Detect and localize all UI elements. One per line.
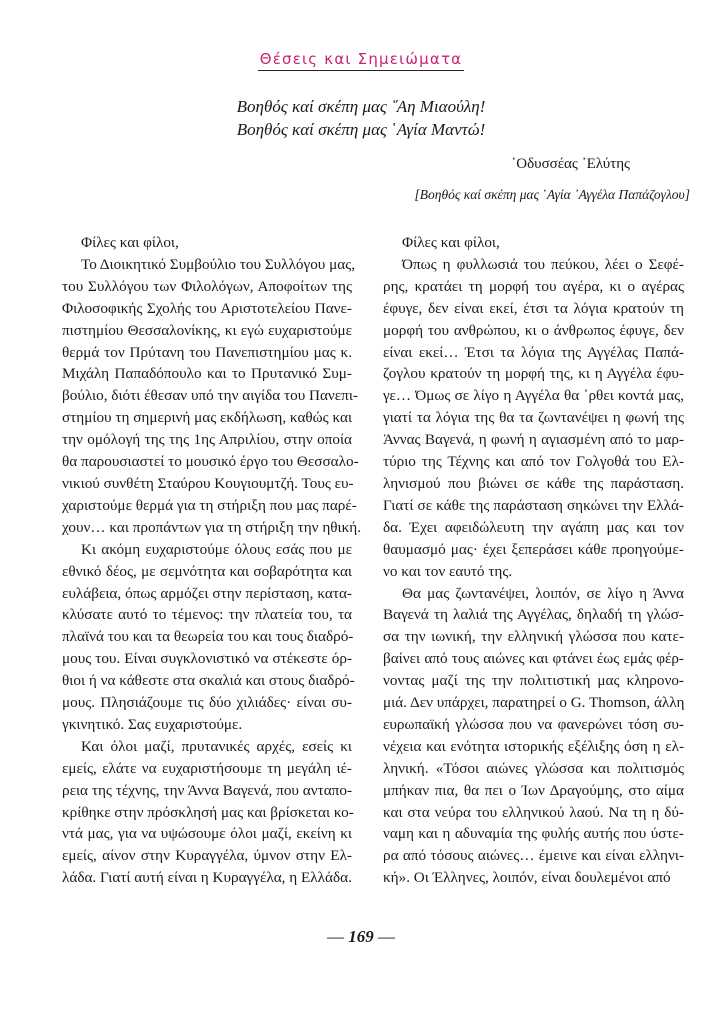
text-line: νοντας μαζί της την πολιτιστική μας κληρονο- <box>383 672 684 690</box>
text-line: θαυμασμό μας· έχει ξεπεράσει κάθε προηγούμε- <box>383 540 684 558</box>
text-line: μους του. Είναι συγκλονιστικό να στέκεστε όρ- <box>62 650 352 668</box>
text-line: πλαϊνά του και τα θεωρεία του και τους διαδρό- <box>62 628 354 646</box>
text-line: κλύσατε αυτό το τέμενος: την πλατεία του, τα <box>62 606 352 624</box>
text-line: βούλιο, διότι έθεσαν υπό την αιγίδα του Πανεπι- <box>62 387 358 405</box>
text-line: νέχεια και ενότητα ιστορικής εξέλιξης όση η ελ- <box>383 737 684 755</box>
left-column <box>62 232 362 889</box>
text-line: Όπως η φυλλωσιά του πεύκου, λέει ο Σεφέ- <box>402 255 684 273</box>
text-line: θιοι ή να κάθεστε στα σκαλιά και στους διαδρό- <box>62 672 355 690</box>
text-line: και στα νεύρα του ελληνικού λαού. Να τη η δύ- <box>383 803 684 821</box>
text-line: γιατί τα λόγια της θα τα ζωντανέψει η φωνή της <box>383 409 684 427</box>
text-line: μπήκαν πια, θα πει ο Ίων Δραγούμης, στο αίμα <box>383 781 684 799</box>
text-line: μορφή του ανθρώπου, κι ο άνθρωπος έφυγε, δεν <box>383 321 684 339</box>
text-line: βαίνει από τους αιώνες και φτάνει έως εμάς φέρ- <box>383 650 684 668</box>
text-line: ληνισμού που βιώνει σε κάθε της παράσταση. <box>383 474 684 492</box>
text-line: Μιχάλη Παπαδόπουλο και το Πρυτανικό Συμ- <box>62 365 352 383</box>
text-line: Και όλοι μαζί, πρυτανικές αρχές, εσείς κι <box>81 737 352 755</box>
epigraph-author: ᾿Οδυσσέας ᾿Ελύτης <box>511 156 630 172</box>
text-line: Βαγενά τη λαλιά της Αγγέλας, δηλαδή τη γλώσ- <box>383 606 684 624</box>
text-line: ναμη και η αδυναμία της φυλής αυτής που ύστε- <box>383 825 684 843</box>
dedication: [Βοηθός καί σκέπη μας ῾Αγία ᾿Αγγέλα Παπάζογλου] <box>414 187 690 202</box>
text-line: εμείς, ελάτε να ευχαριστήσουμε τη μεγάλη ιέ- <box>62 759 352 777</box>
right-column <box>383 232 684 889</box>
text-line: ντά μας, για να υψώσουμε όλοι μαζί, εκείνη κι <box>62 825 352 843</box>
epigraph-line: Βοηθός καί σκέπη μας ῞Αη Μιαούλη! <box>236 97 486 116</box>
text-line: κρίθηκε στην πρόσκλησή μας και βρίσκεται κο- <box>62 803 354 821</box>
text-line: γε… Όμως σε λίγο η Αγγέλα θα ᾿ρθει κοντά μας, <box>383 387 684 405</box>
text-line: λάδα. Γιατί αυτή είναι η Κυραγγέλα, η Ελλάδα. <box>62 869 352 887</box>
page-footer <box>0 927 722 947</box>
text-line: ρης, κρατάει τη μορφή του αγέρα, κι ο αγέρας <box>383 277 684 295</box>
text-line: του Συλλόγου των Φιλολόγων, Αποφοίτων της <box>62 277 352 295</box>
text-line: ευλάβεια, όπως αρμόζει στην περίσταση, κατα- <box>62 584 352 602</box>
text-line: εμείς, αίνον στην Κυραγγέλα, ύμνον στην Ελ- <box>62 847 352 865</box>
text-line: εθνικό δέος, με σεμνότητα και σοβαρότητα και <box>62 562 352 580</box>
text-line: ρα από τόσους αιώνες… έμεινε και είναι ελληνι- <box>383 847 684 865</box>
text-line: Γιατί σε κάθε της παράσταση σηκώνει την Ελλά- <box>383 496 684 514</box>
text-line: σα την ιωνική, την ελληνική γλώσσα που κατε- <box>383 628 684 646</box>
paragraph <box>62 539 355 736</box>
text-line: νικιού συνθέτη Σταύρου Κουγιουμτζή. Τους ευ- <box>62 474 354 492</box>
greeting: Φίλες και φίλοι, <box>81 234 179 251</box>
footer-dash: — <box>327 927 344 946</box>
text-line: θερμά τον Πρύτανη του Πανεπιστημίου μας κ. <box>62 343 352 361</box>
text-line: πιστημίου Θεσσαλονίκης, κι εγώ ευχαριστούμε <box>62 321 352 339</box>
text-line: ληνική. «Τόσοι αιώνες γλώσσα και πολιτισμός <box>383 759 684 777</box>
footer-dash: — <box>378 927 395 946</box>
text-line: θα παρουσιαστεί το μουσικό έργο του Θεσσαλο- <box>62 453 359 471</box>
epigraph <box>0 95 722 172</box>
left-paragraphs <box>62 254 362 889</box>
text-line: Το Διοικητικό Συμβούλιο του Συλλόγου μας, <box>81 255 356 273</box>
section-title: Θέσεις και Σημειώματα <box>258 50 465 71</box>
text-line: μους. Πλησιάζουμε τις δύο χιλιάδες· είναι συ- <box>62 694 352 712</box>
greeting: Φίλες και φίλοι, <box>402 234 500 251</box>
text-line: χαριστούμε θερμά για τη στήριξη που μας παρέ- <box>62 496 357 514</box>
text-line: κή». Οι Έλληνες, λοιπόν, είναι δουλεμένοι από <box>383 869 671 887</box>
text-line: ζογλου κρατούν τη μορφή της, κι η Αγγέλα έφυ- <box>383 365 684 383</box>
section-header <box>0 50 722 71</box>
text-line: νο και τον εαυτό της. <box>383 562 513 580</box>
page-number: 169 <box>348 927 374 946</box>
text-line: Φιλοσοφικής Σχολής του Αριστοτελείου Πανε- <box>62 299 352 317</box>
paragraph <box>62 254 362 539</box>
text-line: μιά. Δεν υπάρχει, παρατηρεί ο G. Thomson, άλλη <box>383 694 685 712</box>
text-line: δα. Έχει αφειδώλευτη την αγάπη μας και τον <box>383 518 684 536</box>
text-line: στημίου τη σημερινή μας εκδήλωση, καθώς και <box>62 409 353 427</box>
paragraph <box>62 736 352 889</box>
text-line: Θα μας ζωντανέψει, λοιπόν, σε λίγο η Άννα <box>402 584 684 602</box>
text-line: έφυγε, δεν είναι εκεί, έτσι τα λόγια κρατούν τη <box>383 299 684 317</box>
text-line: ρεια της τέχνης, την Άννα Βαγενά, που ανταπο- <box>62 781 352 799</box>
text-line: Άννας Βαγενά, η φωνή η αγιασμένη από το μαρ- <box>383 431 684 449</box>
right-paragraphs <box>383 254 684 889</box>
text-line: χουν… και προπάντων για τη στήριξη την ηθική. <box>62 518 362 536</box>
text-line: γκινητικό. Σας ευχαριστούμε. <box>62 715 243 733</box>
text-line: τύριο της Τέχνης και από τον Γολγοθά του Ελ- <box>383 453 684 471</box>
text-line: την ομόλογή της της 1ης Απριλίου, στην οποία <box>62 431 352 449</box>
epigraph-line: Βοηθός καί σκέπη μας ῾Αγία Μαντώ! <box>236 120 486 139</box>
paragraph <box>383 254 684 583</box>
paragraph <box>383 583 684 890</box>
text-line: Κι ακόμη ευχαριστούμε όλους εσάς που με <box>81 540 352 558</box>
text-line: είναι εκεί… Έτσι τα λόγια της Αγγέλας Παπά- <box>383 343 684 361</box>
text-line: ευρωπαϊκή γλώσσα που να φανερώνει τόση συ- <box>383 715 684 733</box>
